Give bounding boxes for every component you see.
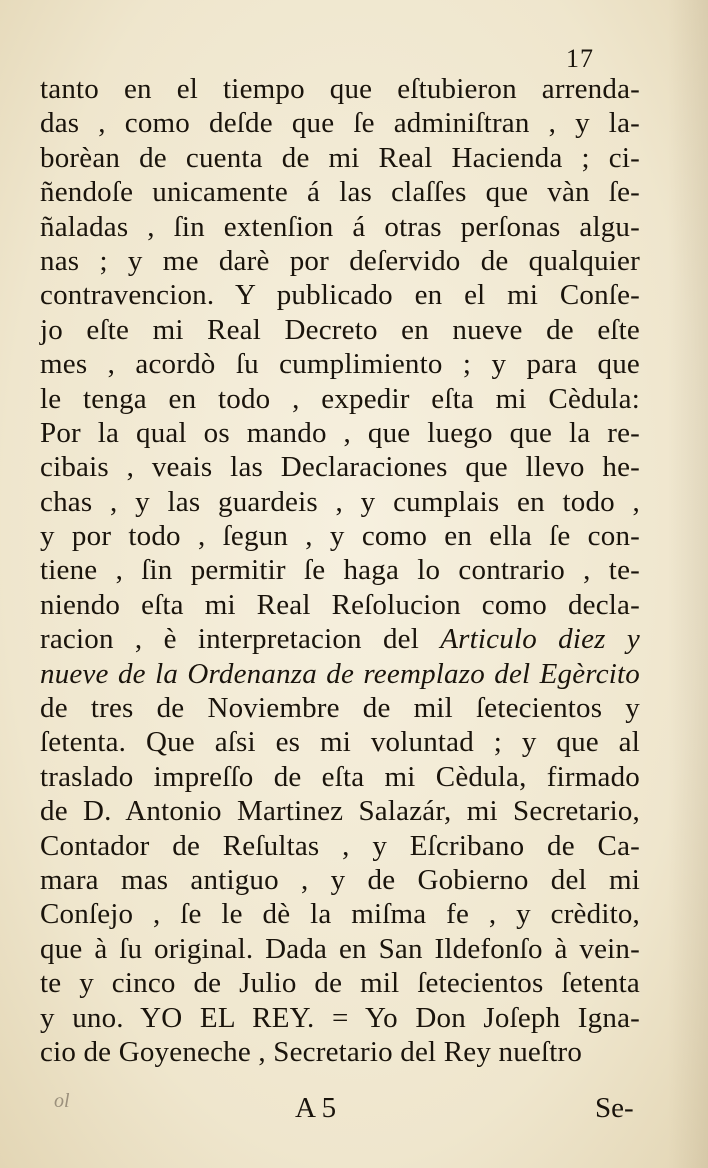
text-line: traslado impreſſo de eſta mi Cèdula, firmado (40, 760, 640, 793)
text-line: mara mas antiguo , y de Gobierno del mi (40, 863, 640, 896)
text-line: que à ſu original. Dada en San Ildefonſo à vein- (40, 932, 640, 965)
text-line: jo eſte mi Real Decreto en nueve de eſte (40, 313, 640, 346)
text-line: tanto en el tiempo que eſtubieron arrenda- (40, 73, 640, 105)
text-line: chas , y las guardeis , y cumplais en todo , (40, 485, 640, 518)
text-line: niendo eſta mi Real Reſolucion como decla- (40, 588, 640, 621)
bleed-through-mark: ol (54, 1090, 70, 1112)
signature-mark: A 5 (295, 1092, 337, 1124)
text-line: te y cinco de Julio de mil ſetecientos ſetenta (40, 967, 640, 1000)
italic-fragment: Articulo diez y (440, 623, 640, 656)
page-number: 17 (566, 44, 594, 73)
text-line: y por todo , ſegun , y como en ella ſe con- (40, 520, 640, 553)
text-line: ñaladas , ſin extenſion á otras perſonas algu- (40, 210, 640, 243)
text-fragment: racion , è interpretacion del (40, 623, 420, 656)
body-text (40, 72, 640, 1069)
text-line-with-italic (40, 622, 640, 656)
italic-fragment: nueve (40, 657, 109, 690)
text-line: Conſejo , ſe le dè la miſma fe , y crèdito, (40, 898, 640, 931)
text-line: Por la qual os mando , que luego que la re- (40, 416, 640, 449)
text-line: tiene , ſin permitir ſe haga lo contrario , te- (40, 554, 640, 587)
text-line: Contador de Reſultas , y Eſcribano de Ca- (40, 829, 640, 862)
text-line: contravencion. Y publicado en el mi Conſe- (40, 279, 640, 312)
text-line-with-italic (40, 657, 640, 691)
catchword: Se- (595, 1092, 634, 1124)
text-line: le tenga en todo , expedir eſta mi Cèdula: (40, 382, 640, 415)
text-line: borèan de cuenta de mi Real Hacienda ; ci- (40, 141, 640, 174)
text-line: de D. Antonio Martinez Salazár, mi Secretario, (40, 795, 640, 828)
text-line: de tres de Noviembre de mil ſetecientos y (40, 692, 640, 725)
text-line: cibais , veais las Declaraciones que llevo he- (40, 451, 640, 484)
page-edge-shade (668, 0, 708, 1168)
text-line: cio de Goyeneche , Secretario del Rey nueſtro (40, 1035, 583, 1068)
page-footer (40, 1088, 640, 1128)
text-line: das , como deſde que ſe adminiſtran , y la- (40, 107, 640, 140)
text-line: ſetenta. Que aſsi es mi voluntad ; y que al (40, 726, 640, 759)
text-line: nas ; y me darè por deſervido de qualquier (40, 244, 640, 277)
text-fragment: de la Ordenanza de reemplazo del Egèrcito (117, 657, 641, 690)
text-line: ñendoſe unicamente á las claſſes que vàn ſe- (40, 176, 640, 209)
text-line: mes , acordò ſu cumplimiento ; y para que (40, 348, 640, 381)
text-line: y uno. YO EL REY. = Yo Don Joſeph Igna- (40, 1001, 640, 1034)
